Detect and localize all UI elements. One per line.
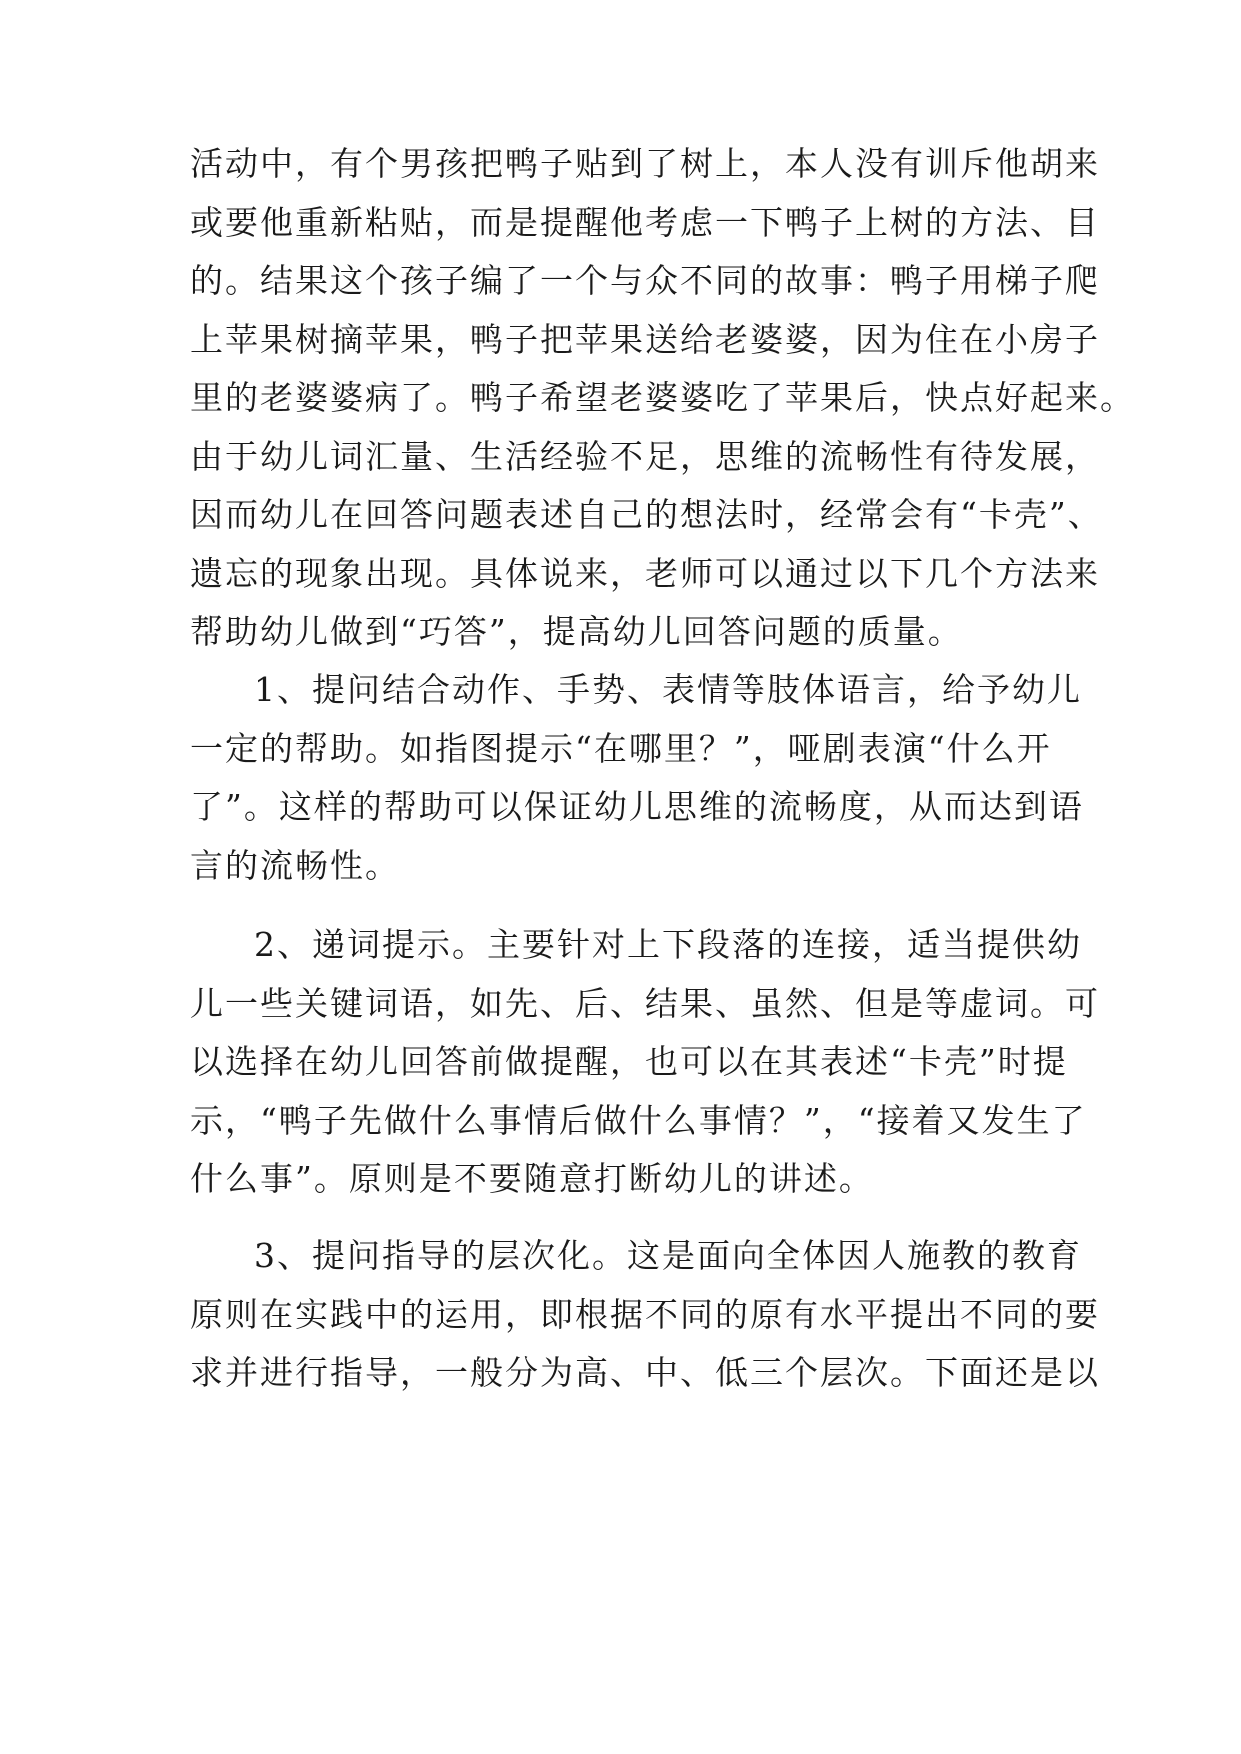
text-line: 言的流畅性。 — [190, 845, 400, 885]
text-line: 儿一些关键词语，如先、后、结果、虽然、但是等虚词。可 — [190, 983, 1100, 1023]
text-line: 因而幼儿在回答问题表述自己的想法时，经常会有“卡壳”、 — [190, 495, 1103, 534]
text-line: 或要他重新粘贴，而是提醒他考虑一下鸭子上树的方法、目 — [190, 202, 1100, 242]
paragraph-2 — [190, 661, 1084, 895]
text-line: 示，“鸭子先做什么事情后做什么事情？”，“接着又发生了 — [190, 1100, 1087, 1140]
text-line: 以选择在幼儿回答前做提醒，也可以在其表述“卡壳”时提 — [190, 1042, 1068, 1081]
text-line: 2、递词提示。主要针对上下段落的连接，适当提供幼 — [254, 925, 1082, 964]
paragraph-1 — [190, 135, 1135, 662]
paragraph-4 — [190, 1227, 1100, 1403]
text-line: 上苹果树摘苹果，鸭子把苹果送给老婆婆，因为住在小房子 — [190, 319, 1100, 359]
text-line: 帮助幼儿做到“巧答”，提高幼儿回答问题的质量。 — [190, 612, 963, 651]
text-line: 了”。这样的帮助可以保证幼儿思维的流畅度，从而达到语 — [190, 787, 1084, 826]
text-line: 原则在实践中的运用，即根据不同的原有水平提出不同的要 — [190, 1294, 1100, 1334]
text-line: 里的老婆婆病了。鸭子希望老婆婆吃了苹果后，快点好起来。 — [190, 378, 1135, 417]
text-line: 1、提问结合动作、手势、表情等肢体语言，给予幼儿 — [254, 670, 1082, 709]
text-line: 3、提问指导的层次化。这是面向全体因人施教的教育 — [254, 1236, 1082, 1275]
text-line: 一定的帮助。如指图提示“在哪里？”，哑剧表演“什么开 — [190, 728, 1052, 768]
text-line: 什么事”。原则是不要随意打断幼儿的讲述。 — [190, 1159, 874, 1198]
text-line: 遗忘的现象出现。具体说来，老师可以通过以下几个方法来 — [190, 553, 1100, 593]
paragraph-3 — [190, 916, 1100, 1209]
text-line: 由于幼儿词汇量、生活经验不足，思维的流畅性有待发展， — [190, 436, 1100, 476]
text-line: 的。结果这个孩子编了一个与众不同的故事：鸭子用梯子爬 — [190, 261, 1100, 300]
text-line: 求并进行指导，一般分为高、中、低三个层次。下面还是以 — [190, 1353, 1100, 1392]
text-line: 活动中，有个男孩把鸭子贴到了树上，本人没有训斥他胡来 — [190, 144, 1100, 183]
